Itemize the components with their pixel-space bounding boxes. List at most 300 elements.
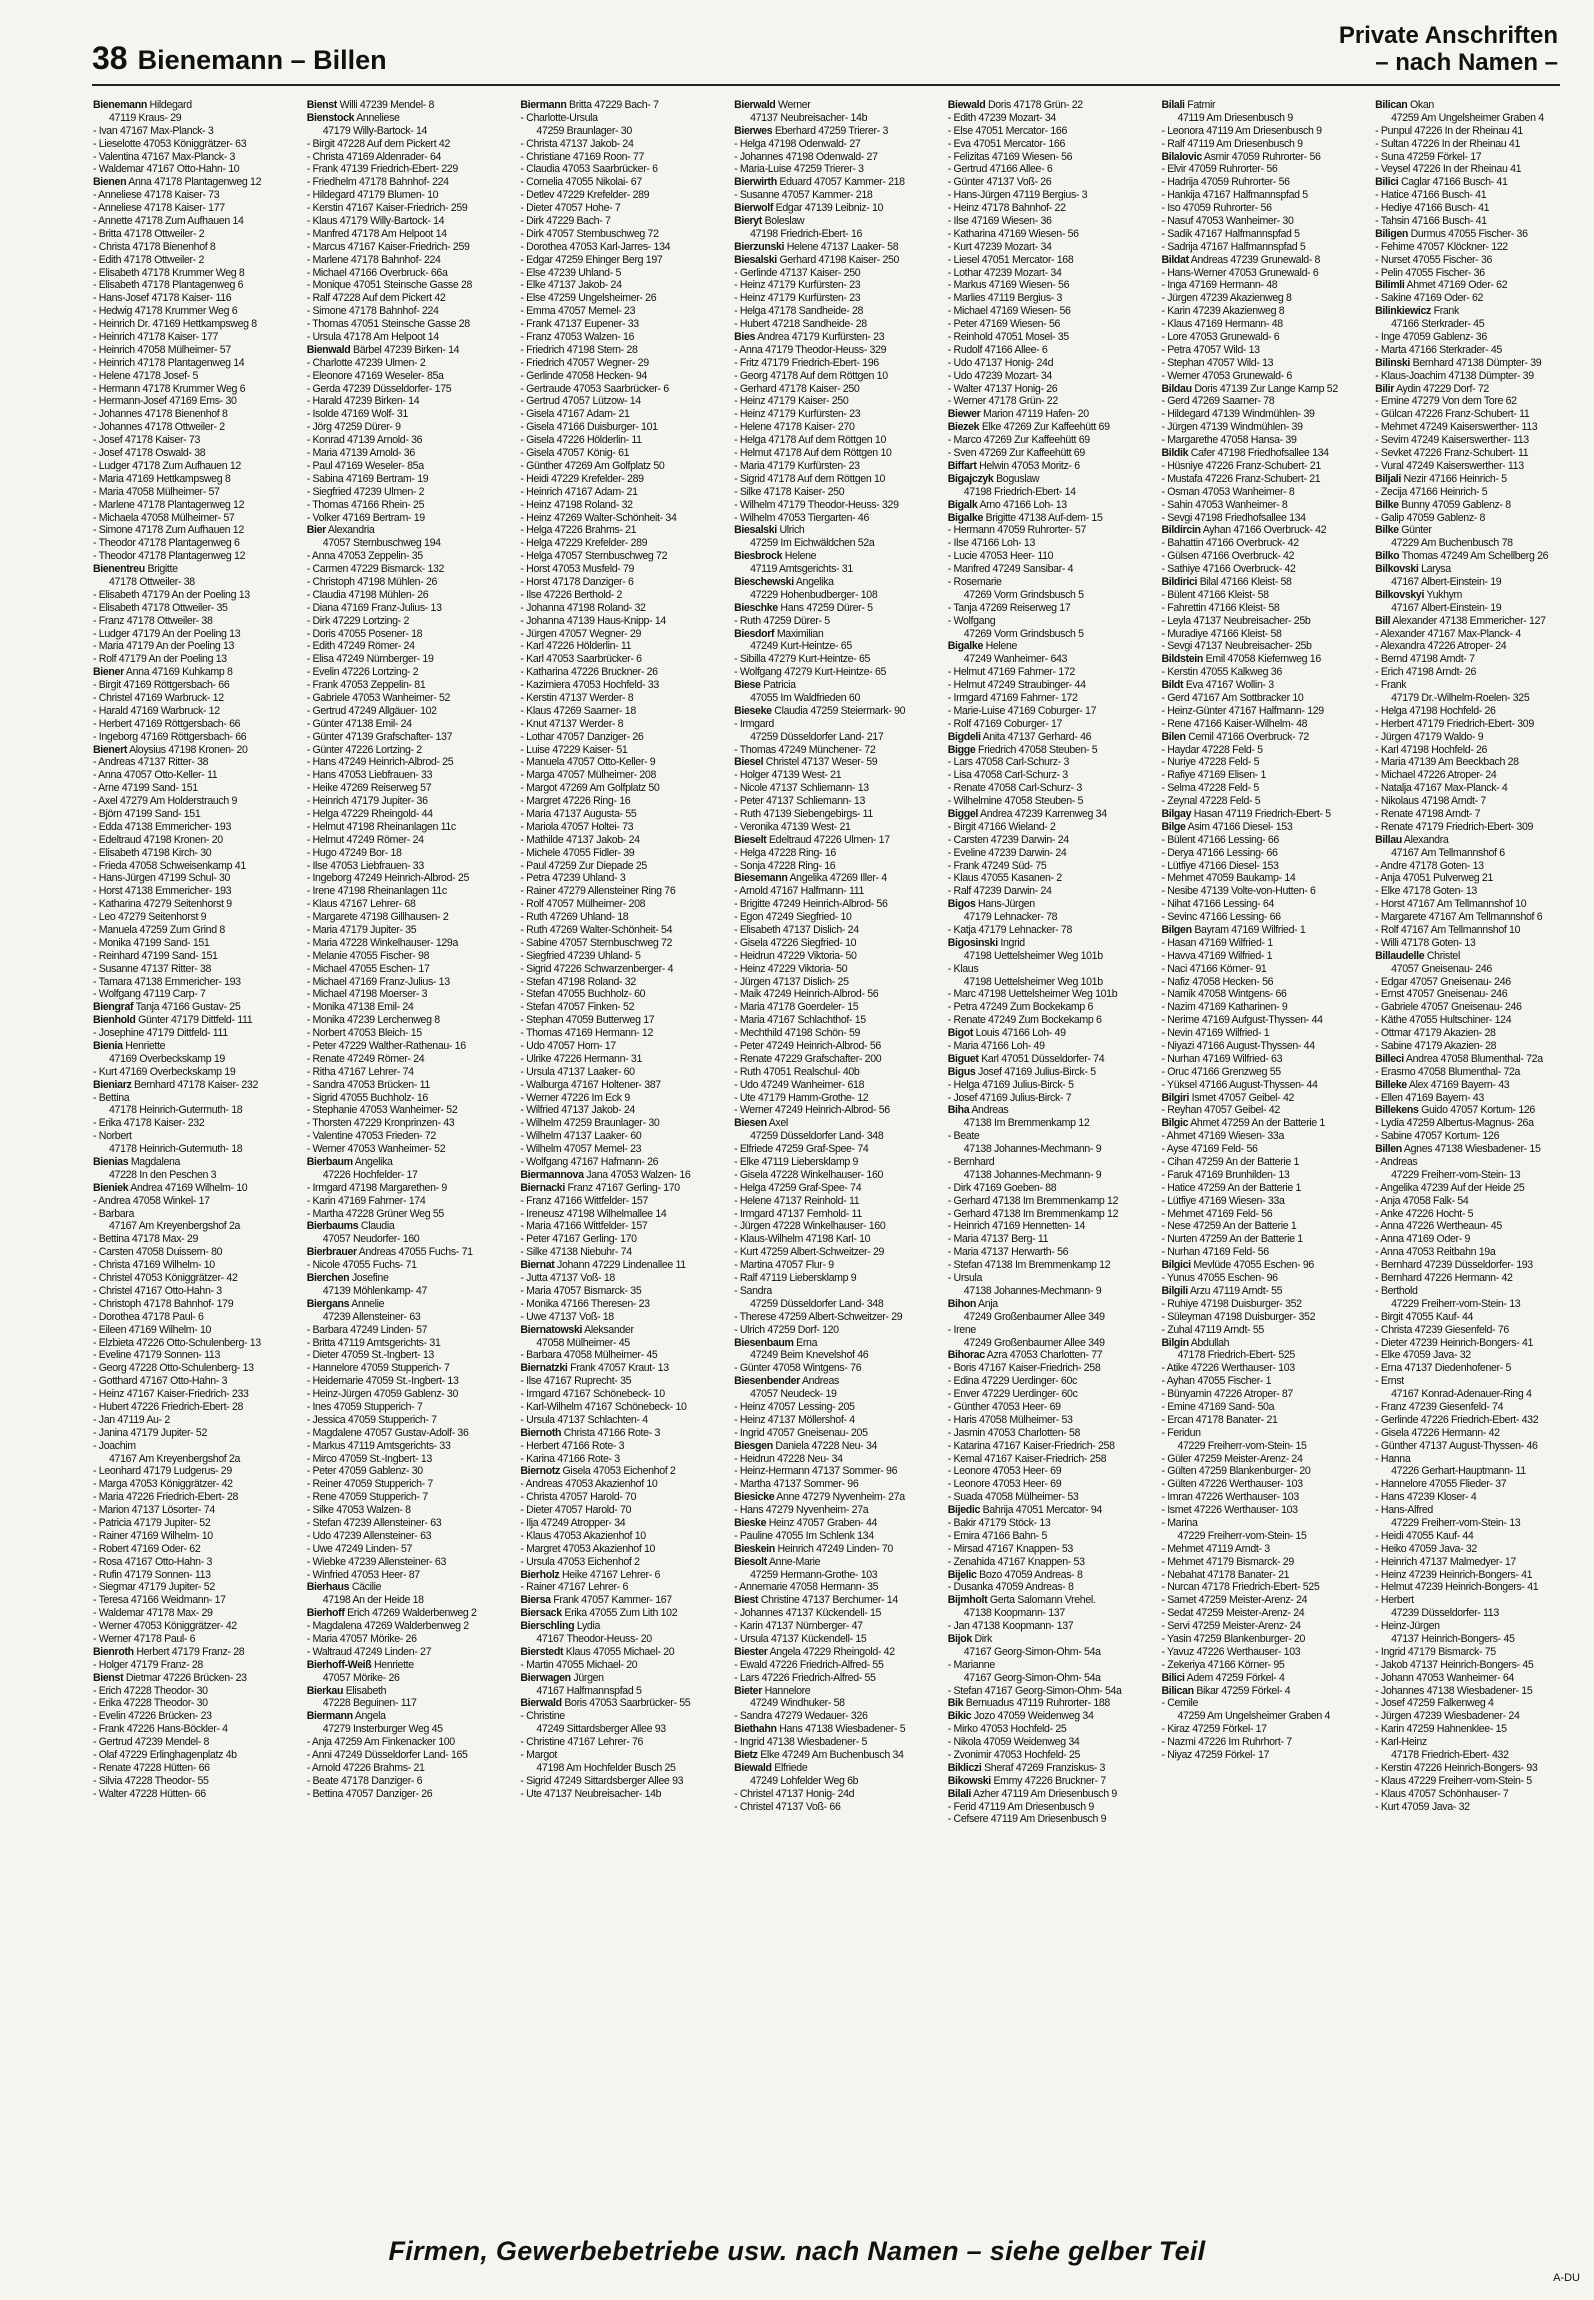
listing-entry bbox=[1161, 151, 1375, 164]
entry-detail: - Yavuz 47226 Werthauser- 103 bbox=[1161, 1645, 1301, 1658]
listing-entry bbox=[307, 1607, 521, 1620]
listing-entry bbox=[1375, 1001, 1560, 1014]
entry-detail: Angela bbox=[354, 1710, 386, 1723]
entry-detail: - Hans 47239 Kloser- 4 bbox=[1375, 1491, 1477, 1504]
listing-entry bbox=[307, 1594, 521, 1607]
listing-entry bbox=[1375, 241, 1560, 254]
surname: Bieskein bbox=[734, 1542, 775, 1555]
entry-detail: - Sevim 47249 Kaiserswerther- 113 bbox=[1375, 434, 1529, 447]
listing-entry bbox=[734, 1723, 948, 1736]
entry-detail: - Ines 47059 Stupperich- 7 bbox=[306, 1400, 423, 1413]
listing-entry bbox=[1375, 1337, 1560, 1350]
entry-detail: - Martha 47137 Sommer- 96 bbox=[734, 1478, 859, 1491]
surname: Bilgic bbox=[1161, 1117, 1189, 1130]
entry-detail: - Nicole 47137 Schliemann- 13 bbox=[734, 782, 869, 795]
listing-entry bbox=[1375, 1014, 1560, 1027]
entry-detail: - Ursula 47178 Am Helpoot 14 bbox=[306, 331, 439, 344]
entry-detail: - Wiebke 47239 Allensteiner- 63 bbox=[306, 1555, 447, 1568]
listing-entry bbox=[520, 1337, 734, 1350]
listing-entry bbox=[520, 1143, 734, 1156]
listing-entry bbox=[307, 460, 521, 473]
listing-entry bbox=[1161, 447, 1375, 460]
listing-entry bbox=[734, 112, 948, 125]
entry-detail: - Gerhard 47178 Kaiser- 250 bbox=[734, 382, 860, 395]
entry-detail: 47138 Johannes-Mechmann- 9 bbox=[963, 1143, 1102, 1156]
listing-entry bbox=[93, 1130, 307, 1143]
entry-detail: - Suna 47259 Förkel- 17 bbox=[1375, 150, 1482, 163]
entry-detail: - Feridun bbox=[1161, 1426, 1201, 1439]
entry-detail: - Erich 47198 Arndt- 26 bbox=[1375, 666, 1477, 679]
entry-detail: - Helmut 47249 Straubinger- 44 bbox=[947, 679, 1086, 692]
entry-detail: - Silke 47138 Niebuhr- 74 bbox=[520, 1246, 632, 1259]
surname: Billeci bbox=[1375, 1052, 1404, 1065]
entry-detail: - Helga 47229 Krefelder- 289 bbox=[520, 537, 648, 550]
entry-detail: - Nihat 47166 Lessing- 64 bbox=[1161, 898, 1275, 911]
entry-detail: 47229 Am Buchenbusch 78 bbox=[1391, 537, 1513, 550]
listing-entry bbox=[93, 1543, 307, 1556]
entry-detail: - Ilja 47249 Atropper- 34 bbox=[520, 1516, 626, 1529]
entry-detail: 47167 Theodor-Heuss- 20 bbox=[536, 1632, 652, 1645]
entry-detail: - Nurten 47259 An der Batterie 1 bbox=[1161, 1233, 1303, 1246]
entry-detail: - Stephan 47059 Butterweg 17 bbox=[520, 1014, 655, 1027]
entry-detail: - Edina 47229 Uerdinger- 60c bbox=[947, 1375, 1077, 1388]
listing-entry bbox=[948, 1117, 1162, 1130]
listing-entry bbox=[948, 718, 1162, 731]
listing-entry bbox=[948, 666, 1162, 679]
listing-entry bbox=[948, 1066, 1162, 1079]
listing-entry bbox=[307, 305, 521, 318]
entry-detail: Claudia 47259 Steiermark- 90 bbox=[774, 704, 906, 717]
entry-detail: Christine 47137 Berchumer- 14 bbox=[760, 1594, 898, 1607]
listing-entry bbox=[948, 821, 1162, 834]
entry-detail: - Elisabeth 47179 An der Poeling 13 bbox=[93, 588, 250, 601]
listing-entry bbox=[1161, 1066, 1375, 1079]
entry-detail: - Günter 47058 Wintgens- 76 bbox=[734, 1362, 862, 1375]
listing-entry bbox=[734, 1440, 948, 1453]
listing-entry bbox=[734, 1285, 948, 1298]
listing-entry bbox=[948, 602, 1162, 615]
listing-entry bbox=[948, 318, 1162, 331]
listing-entry bbox=[93, 1633, 307, 1646]
listing-entry bbox=[307, 202, 521, 215]
entry-detail: - Heidrun 47229 Viktoria- 50 bbox=[734, 949, 857, 962]
entry-detail: - Maria 47139 Arnold- 36 bbox=[306, 447, 415, 460]
entry-detail: - Peter 47229 Walther-Rathenau- 16 bbox=[306, 1040, 466, 1053]
listing-entry bbox=[734, 1337, 948, 1350]
listing-entry bbox=[1375, 99, 1560, 112]
entry-detail: 47228 In den Peschen 3 bbox=[109, 1168, 217, 1181]
listing-entry bbox=[520, 1581, 734, 1594]
listing-entry bbox=[520, 1375, 734, 1388]
listing-entry bbox=[307, 421, 521, 434]
entry-detail: - Pauline 47055 Im Schlenk 134 bbox=[734, 1529, 874, 1542]
entry-detail: - Beate bbox=[947, 1130, 980, 1143]
entry-detail: - Mirsad 47167 Knappen- 53 bbox=[947, 1542, 1073, 1555]
entry-detail: - Andrea 47058 Winkel- 17 bbox=[93, 1194, 210, 1207]
listing-entry bbox=[93, 1581, 307, 1594]
entry-detail: - Maria 47169 Hettkampsweg 8 bbox=[93, 472, 231, 485]
entry-detail: - Ruth 47269 Uhland- 18 bbox=[520, 911, 629, 924]
entry-detail: Brigitte 47138 Auf-dem- 15 bbox=[985, 511, 1103, 524]
listing-entry bbox=[1161, 1337, 1375, 1350]
entry-detail: - Iso 47059 Ruhrorter- 56 bbox=[1161, 202, 1272, 215]
listing-entry bbox=[307, 434, 521, 447]
listing-entry bbox=[520, 1182, 734, 1195]
listing-entry bbox=[307, 640, 521, 653]
listing-entry bbox=[948, 1375, 1162, 1388]
entry-detail: - Marga 47053 Königgrätzer- 42 bbox=[93, 1478, 233, 1491]
listing-entry bbox=[520, 769, 734, 782]
listing-entry bbox=[948, 1349, 1162, 1362]
listing-entry bbox=[93, 460, 307, 473]
entry-detail: - Johannes 47198 Odenwald- 27 bbox=[734, 150, 878, 163]
entry-detail: - Maria 47057 Bismarck- 35 bbox=[520, 1284, 642, 1297]
listing-entry bbox=[520, 512, 734, 525]
entry-detail: - Haris 47058 Mülheimer- 53 bbox=[947, 1413, 1073, 1426]
listing-entry bbox=[520, 1079, 734, 1092]
entry-detail: - Simone 47178 Bahnhof- 224 bbox=[306, 305, 439, 318]
entry-detail: - Axel 47279 Am Holderstrauch 9 bbox=[93, 795, 238, 808]
surname: Biengraf bbox=[93, 1001, 134, 1014]
listing-entry bbox=[734, 1788, 948, 1801]
listing-entry bbox=[520, 1710, 734, 1723]
entry-detail: - Heinz-Günter 47167 Halfmann- 129 bbox=[1161, 704, 1324, 717]
entry-detail: - Irmgard bbox=[734, 717, 774, 730]
entry-detail: - Helga 47198 Hochfeld- 26 bbox=[1375, 704, 1496, 717]
entry-detail: - Maria 47137 Augusta- 55 bbox=[520, 807, 637, 820]
listing-entry bbox=[520, 653, 734, 666]
listing-entry bbox=[1375, 357, 1560, 370]
listing-entry bbox=[734, 576, 948, 589]
listing-entry bbox=[948, 1543, 1162, 1556]
entry-detail: - Mirco 47059 St.-Ingbert- 13 bbox=[306, 1452, 432, 1465]
entry-detail: - Elke 47178 Goten- 13 bbox=[1375, 885, 1477, 898]
entry-detail: 47259 Braunlager- 30 bbox=[536, 124, 632, 137]
surname: Bierwolf bbox=[734, 202, 774, 215]
listing-entry bbox=[520, 976, 734, 989]
listing-entry bbox=[307, 731, 521, 744]
entry-detail: - Frank 47226 Hans-Böckler- 4 bbox=[93, 1723, 228, 1736]
listing-entry bbox=[1161, 963, 1375, 976]
listing-entry bbox=[1375, 1220, 1560, 1233]
entry-detail: - Carmen 47229 Bismarck- 132 bbox=[306, 563, 445, 576]
listing-entry bbox=[734, 254, 948, 267]
listing-entry bbox=[93, 112, 307, 125]
entry-detail: 47279 Insterburger Weg 45 bbox=[322, 1723, 443, 1736]
entry-detail: - Mehmet 47119 Arndt- 3 bbox=[1161, 1542, 1270, 1555]
entry-detail: - Kerstin 47055 Kalkweg 36 bbox=[1161, 666, 1282, 679]
listing-entry bbox=[948, 744, 1162, 757]
entry-detail: Anneliese bbox=[356, 111, 400, 124]
listing-entry bbox=[1375, 563, 1560, 576]
listing-entry bbox=[1161, 1517, 1375, 1530]
entry-detail: 47137 Heinrich-Bongers- 45 bbox=[1391, 1632, 1515, 1645]
entry-detail: - Michael 47226 Atroper- 24 bbox=[1375, 769, 1497, 782]
entry-detail: - Ursula 47137 Kückendell- 15 bbox=[734, 1632, 867, 1645]
entry-detail: - Monique 47051 Steinsche Gasse 28 bbox=[306, 279, 473, 292]
listing-entry bbox=[520, 1104, 734, 1117]
listing-entry bbox=[93, 731, 307, 744]
entry-detail: - Christel 47137 Voß- 66 bbox=[734, 1800, 841, 1813]
listing-entry bbox=[948, 1040, 1162, 1053]
entry-detail: - Martha 47228 Grüner Weg 55 bbox=[306, 1207, 444, 1220]
surname: Biese bbox=[734, 679, 761, 692]
entry-detail: - Ayhan 47055 Fischer- 1 bbox=[1161, 1375, 1272, 1388]
entry-detail: 47249 Windhuker- 58 bbox=[750, 1697, 845, 1710]
listing-entry bbox=[520, 1697, 734, 1710]
entry-detail: - Therese 47259 Albert-Schweitzer- 29 bbox=[734, 1310, 903, 1323]
listing-entry bbox=[1161, 1182, 1375, 1195]
entry-detail: - Ingrid 47138 Wiesbadener- 5 bbox=[734, 1736, 868, 1749]
entry-detail: Andreas bbox=[971, 1104, 1009, 1117]
entry-detail: - Rolf 47167 Am Tellmannshof 10 bbox=[1375, 924, 1521, 936]
entry-detail: - Maria 47178 Goerdeler- 15 bbox=[734, 1001, 859, 1014]
entry-detail: - Alexandra 47226 Atroper- 24 bbox=[1375, 640, 1507, 653]
surname: Biest bbox=[734, 1594, 759, 1607]
listing-entry bbox=[948, 125, 1162, 138]
listing-entry bbox=[307, 1762, 521, 1775]
entry-detail: - Mathilde 47137 Jakob- 24 bbox=[520, 833, 640, 846]
listing-entry bbox=[93, 1259, 307, 1272]
listing-entry bbox=[93, 486, 307, 499]
entry-detail: - Rosemarie bbox=[947, 575, 1002, 588]
listing-entry bbox=[734, 653, 948, 666]
surname: Bieschewski bbox=[734, 575, 794, 588]
surname: Bill bbox=[1375, 614, 1391, 627]
listing-entry bbox=[307, 189, 521, 202]
entry-detail: 47138 Koopmann- 137 bbox=[963, 1607, 1065, 1620]
listing-entry bbox=[93, 1401, 307, 1414]
listing-entry bbox=[93, 1001, 307, 1014]
surname: Bierhaus bbox=[306, 1581, 350, 1594]
entry-detail: 47229 Freiherr-vom-Stein- 13 bbox=[1391, 1297, 1521, 1310]
entry-detail: - Hubert 47218 Sandheide- 28 bbox=[734, 318, 867, 331]
listing-entry bbox=[948, 1014, 1162, 1027]
listing-entry bbox=[948, 1324, 1162, 1337]
entry-detail: - Rolf 47169 Coburger- 17 bbox=[947, 717, 1063, 730]
entry-detail: - Wilhelm 47259 Braunlager- 30 bbox=[520, 1117, 660, 1130]
listing-entry bbox=[948, 1723, 1162, 1736]
surname: Bies bbox=[734, 331, 756, 344]
entry-detail: - Sandra bbox=[734, 1284, 772, 1297]
listing-entry bbox=[1161, 421, 1375, 434]
entry-detail: - Helga 47229 Rheingold- 44 bbox=[306, 807, 433, 820]
surname: Bilali bbox=[947, 1787, 971, 1800]
entry-detail: - Sigrid 47226 Schwarzenberger- 4 bbox=[520, 962, 674, 975]
listing-entry bbox=[307, 1620, 521, 1633]
entry-detail: - Markus 47169 Wiesen- 56 bbox=[947, 279, 1070, 292]
entry-detail: Werner bbox=[778, 99, 811, 111]
entry-detail: - Gertrud 47239 Mendel- 8 bbox=[93, 1736, 210, 1749]
entry-detail: - Nuriye 47228 Feld- 5 bbox=[1161, 756, 1260, 769]
listing-entry bbox=[1161, 499, 1375, 512]
listing-entry bbox=[1161, 241, 1375, 254]
listing-entry bbox=[1375, 1556, 1560, 1569]
entry-detail: - Wilhelm 47053 Tiergarten- 46 bbox=[734, 511, 869, 524]
listing-entry bbox=[1375, 1530, 1560, 1543]
listing-entry bbox=[520, 1117, 734, 1130]
listing-entry bbox=[93, 383, 307, 396]
listing-entry bbox=[948, 112, 1162, 125]
entry-detail: - Lothar 47057 Danziger- 26 bbox=[520, 730, 644, 743]
entry-detail: - Dirk 47229 Lortzing- 2 bbox=[306, 614, 409, 627]
listing-entry bbox=[948, 731, 1162, 744]
entry-detail: - Hugo 47249 Bor- 18 bbox=[306, 846, 402, 859]
listing-entry bbox=[307, 1156, 521, 1169]
listing-entry bbox=[520, 628, 734, 641]
listing-entry bbox=[307, 1272, 521, 1285]
entry-detail: - Dorothea 47053 Karl-Jarres- 134 bbox=[520, 240, 671, 253]
listing-entry bbox=[93, 653, 307, 666]
entry-detail: - Ursula 47053 Eichenhof 2 bbox=[520, 1555, 640, 1568]
listing-entry bbox=[307, 163, 521, 176]
entry-detail: - Imran 47226 Werthauser- 103 bbox=[1161, 1491, 1299, 1504]
entry-detail: - Andreas 47053 Akazienhof 10 bbox=[520, 1478, 658, 1491]
listing-entry bbox=[948, 563, 1162, 576]
entry-detail: - Franz 47178 Ottweiler- 38 bbox=[93, 614, 213, 627]
listing-entry bbox=[1375, 576, 1560, 589]
entry-detail: - Herbert 47169 Röttgersbach- 66 bbox=[93, 717, 241, 730]
listing-entry bbox=[93, 1723, 307, 1736]
listing-entry bbox=[1161, 950, 1375, 963]
listing-entry bbox=[1161, 1014, 1375, 1027]
entry-detail: 47055 Im Waldfrieden 60 bbox=[750, 691, 860, 704]
surname: Bilican bbox=[1375, 99, 1408, 111]
surname: Biernotz bbox=[520, 1465, 560, 1478]
listing-entry bbox=[307, 911, 521, 924]
listing-entry bbox=[948, 434, 1162, 447]
entry-detail: - Andreas 47137 Ritter- 38 bbox=[93, 756, 209, 769]
listing-entry bbox=[93, 1285, 307, 1298]
entry-detail: - Veysel 47226 In der Rheinau 41 bbox=[1375, 163, 1522, 176]
entry-detail: - Ruth 47259 Dürer- 5 bbox=[734, 614, 830, 627]
entry-detail: - Ireneusz 47198 Wilhelmallee 14 bbox=[520, 1207, 667, 1220]
listing-entry bbox=[734, 795, 948, 808]
listing-entry bbox=[948, 640, 1162, 653]
entry-detail: - Wilhelm 47057 Memel- 23 bbox=[520, 1143, 642, 1156]
entry-detail: Erich 47269 Walderbenweg 2 bbox=[347, 1607, 477, 1620]
listing-entry bbox=[1375, 1169, 1560, 1182]
listing-entry bbox=[1375, 112, 1560, 125]
listing-entry bbox=[948, 1285, 1162, 1298]
listing-entry bbox=[93, 241, 307, 254]
listing-entry bbox=[1161, 1710, 1375, 1723]
listing-entry bbox=[948, 524, 1162, 537]
listing-entry bbox=[1161, 988, 1375, 1001]
entry-detail: Adem 47259 Förkel- 4 bbox=[1186, 1671, 1285, 1684]
entry-detail: Larysa bbox=[1421, 563, 1451, 576]
listing-entry bbox=[520, 1014, 734, 1027]
listing-entry bbox=[307, 950, 521, 963]
listing-entry bbox=[93, 202, 307, 215]
listing-entry bbox=[734, 1594, 948, 1607]
entry-detail: Frank 47057 Kammer- 167 bbox=[553, 1594, 672, 1607]
listing-entry bbox=[307, 1298, 521, 1311]
listing-entry bbox=[307, 1130, 521, 1143]
entry-detail: - Bünyamin 47226 Atroper- 87 bbox=[1161, 1388, 1293, 1401]
entry-detail: - Kurt 47259 Albert-Schweitzer- 29 bbox=[734, 1246, 885, 1259]
surname: Biesicke bbox=[734, 1491, 775, 1504]
surname: Bigge bbox=[947, 743, 976, 756]
listing-entry bbox=[1161, 1195, 1375, 1208]
entry-detail: - Irmgard 47167 Schönebeck- 10 bbox=[520, 1388, 665, 1401]
listing-entry bbox=[520, 898, 734, 911]
listing-entry bbox=[1161, 112, 1375, 125]
listing-entry bbox=[307, 331, 521, 344]
entry-detail: - Lütfiye 47166 Diesel- 153 bbox=[1161, 859, 1279, 872]
entry-detail: - Hans-Josef 47178 Kaiser- 116 bbox=[93, 292, 232, 305]
entry-detail: Asmir 47059 Ruhrorter- 56 bbox=[1203, 150, 1321, 163]
entry-detail: - Michael 47055 Eschen- 17 bbox=[306, 962, 430, 975]
entry-detail: - Konrad 47139 Arnold- 36 bbox=[306, 434, 423, 447]
surname: Bierbaum bbox=[306, 1156, 353, 1169]
entry-detail: - Ursula bbox=[947, 1272, 983, 1285]
entry-detail: 47259 Am Ungelsheimer Graben 4 bbox=[1391, 111, 1544, 124]
listing-entry bbox=[1161, 460, 1375, 473]
surname: Bilinkiewicz bbox=[1375, 305, 1431, 318]
entry-detail: - Renate 47249 Zum Bockekamp 6 bbox=[947, 1014, 1102, 1027]
entry-detail: - Klaus 47269 Saarner- 18 bbox=[520, 704, 636, 717]
listing-entry bbox=[520, 99, 734, 112]
surname: Bieniek bbox=[93, 1181, 129, 1194]
surname: Biesolt bbox=[734, 1555, 767, 1568]
entry-detail: - Erika 47228 Theodor- 30 bbox=[93, 1697, 208, 1710]
surname: Biljali bbox=[1375, 472, 1401, 485]
listing-entry bbox=[1375, 1607, 1560, 1620]
listing-entry bbox=[93, 1027, 307, 1040]
surname: Bierbaums bbox=[306, 1220, 359, 1233]
listing-entry bbox=[948, 1208, 1162, 1221]
entry-detail: - Heinz-Jürgen 47059 Gablenz- 30 bbox=[306, 1388, 459, 1401]
entry-detail: - Josef 47178 Oswald- 38 bbox=[93, 447, 206, 460]
listing-entry bbox=[948, 1130, 1162, 1143]
entry-detail: - Edith 47178 Ottweiler- 2 bbox=[93, 253, 205, 266]
entry-detail: Fatmir bbox=[1187, 99, 1216, 111]
entry-detail: - Rosa 47167 Otto-Hahn- 3 bbox=[93, 1555, 213, 1568]
listing-entry bbox=[948, 1001, 1162, 1014]
listing-entry bbox=[948, 1569, 1162, 1582]
listing-entry bbox=[307, 1066, 521, 1079]
listing-entry bbox=[1375, 1208, 1560, 1221]
listing-entry bbox=[734, 769, 948, 782]
entry-detail: - Margot bbox=[520, 1749, 558, 1761]
entry-detail: 47138 Johannes-Mechmann- 9 bbox=[963, 1168, 1102, 1181]
listing-entry bbox=[1375, 1723, 1560, 1736]
entry-detail: - Karl 47226 Hölderlin- 11 bbox=[520, 640, 632, 653]
listing-entry bbox=[1375, 1517, 1560, 1530]
listing-entry bbox=[734, 370, 948, 383]
listing-entry bbox=[734, 847, 948, 860]
entry-detail: - Klaus 47055 Kasanen- 2 bbox=[947, 872, 1062, 885]
entry-detail: Okan bbox=[1410, 99, 1434, 111]
entry-detail: - Günter 47226 Lortzing- 2 bbox=[306, 743, 422, 756]
entry-detail: - Udo 47057 Horn- 17 bbox=[520, 1040, 616, 1053]
listing-entry bbox=[520, 834, 734, 847]
listing-entry bbox=[307, 576, 521, 589]
entry-detail: - Kemal 47167 Kaiser-Friedrich- 258 bbox=[947, 1452, 1107, 1465]
listing-entry bbox=[1375, 1646, 1560, 1659]
surname: Bierholz bbox=[520, 1568, 560, 1581]
entry-detail: - Bahattin 47166 Overbruck- 42 bbox=[1161, 537, 1299, 550]
surname: Bilali bbox=[1161, 99, 1185, 111]
entry-detail: - Käthe 47055 Hultschiner- 124 bbox=[1375, 1014, 1512, 1027]
entry-detail: - Christa 47169 Aldenrader- 64 bbox=[306, 150, 442, 163]
entry-detail: - Ralf 47119 Am Driesenbusch 9 bbox=[1161, 137, 1303, 150]
listing-entry bbox=[520, 1453, 734, 1466]
listing-entry bbox=[520, 370, 734, 383]
entry-detail: - Heinz 47229 Viktoria- 50 bbox=[734, 962, 848, 975]
entry-detail: - Kerstin 47226 Heinrich-Bongers- 93 bbox=[1375, 1761, 1538, 1774]
